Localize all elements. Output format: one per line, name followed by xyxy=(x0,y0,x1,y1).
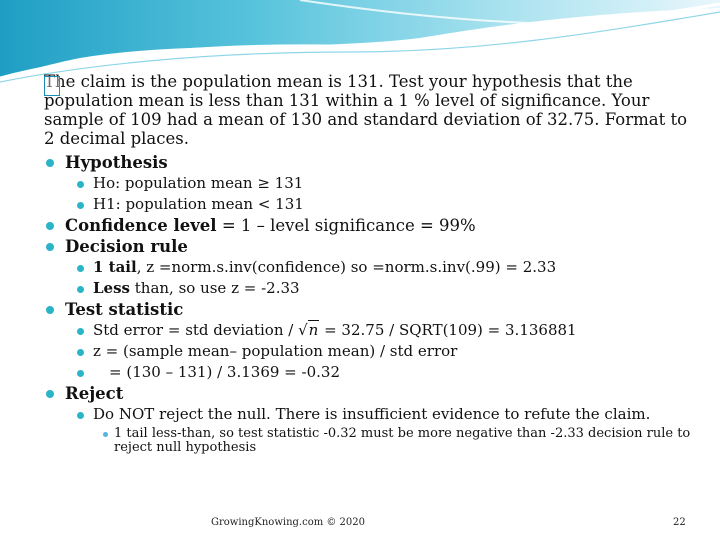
bullet-dot-icon xyxy=(46,243,54,251)
bullet-hypothesis xyxy=(44,152,694,173)
bullet-decision-rule xyxy=(44,236,694,257)
bullet-dot-icon xyxy=(77,202,84,209)
one-tail-label: 1 tail xyxy=(93,258,137,276)
bullet-dot-icon xyxy=(77,370,84,377)
bullet-dot-icon xyxy=(46,222,54,230)
reject-title: Reject xyxy=(65,384,124,403)
bullet-dot-icon xyxy=(77,181,84,188)
bullet-dot-icon xyxy=(103,432,108,437)
less-than-text: than, so use z = -2.33 xyxy=(129,279,300,297)
null-hypothesis-text: Ho: population mean ≥ 131 xyxy=(93,174,304,192)
bullet-dot-icon xyxy=(77,349,84,356)
sub-bullet-null-hypothesis xyxy=(44,173,694,194)
one-tail-text: , z =norm.s.inv(confidence) so =norm.s.inv(.99) = 2.33 xyxy=(136,258,557,276)
bullet-dot-icon xyxy=(77,265,84,272)
main-bullet-list xyxy=(44,152,694,455)
sub-bullet-z-value xyxy=(44,362,694,383)
bullet-dot-icon xyxy=(46,390,54,398)
bullet-dot-icon xyxy=(77,328,84,335)
sub-bullet-less-than xyxy=(44,278,694,299)
sqrt-radicand: n xyxy=(308,321,319,339)
confidence-text: = 1 – level significance = 99% xyxy=(216,216,476,235)
intro-paragraph xyxy=(44,72,694,148)
page-number: 22 xyxy=(673,517,686,528)
bullet-dot-icon xyxy=(77,412,84,419)
decision-title: Decision rule xyxy=(65,237,188,256)
alt-hypothesis-text: H1: population mean < 131 xyxy=(93,195,304,213)
bullet-confidence-level xyxy=(44,215,694,236)
footer-copyright: GrowingKnowing.com © 2020 xyxy=(211,517,366,528)
bullet-dot-icon xyxy=(46,159,54,167)
std-error-prefix: Std error = std deviation / xyxy=(93,321,299,339)
do-not-reject-text: Do NOT reject the null. There is insufficient evidence to refute the claim. xyxy=(93,405,651,423)
less-label: Less xyxy=(93,279,130,297)
bullet-dot-icon xyxy=(77,286,84,293)
hypothesis-title: Hypothesis xyxy=(65,153,168,172)
explanation-text: 1 tail less-than, so test statistic -0.32 must be more negative than -2.33 decision rule to reject null hypothesis xyxy=(114,426,691,455)
sub-bullet-alt-hypothesis xyxy=(44,194,694,215)
confidence-title: Confidence level xyxy=(65,216,217,235)
sub-sub-bullet-explanation xyxy=(44,427,694,455)
sub-bullet-z-formula xyxy=(44,341,694,362)
bullet-reject xyxy=(44,383,694,404)
test-statistic-title: Test statistic xyxy=(65,300,184,319)
z-value-text: = (130 – 131) / 3.1369 = -0.32 xyxy=(109,363,340,381)
bullet-test-statistic xyxy=(44,299,694,320)
bullet-dot-icon xyxy=(46,306,54,314)
slide-content xyxy=(44,72,694,455)
std-error-suffix: = 32.75 / SQRT(109) = 3.136881 xyxy=(319,321,577,339)
sub-bullet-std-error xyxy=(44,320,694,341)
sub-bullet-one-tail xyxy=(44,257,694,278)
sub-bullet-do-not-reject xyxy=(44,404,694,425)
missing-glyph-icon xyxy=(44,76,60,96)
intro-text: The claim is the population mean is 131. Test your hypothesis that the population mean is less than 131 within a 1 % level of significance. Your sample of 109 had a mean of 130 and standard deviation of 32.75. Format to 2 decimal places. xyxy=(44,72,688,148)
z-formula-text: z = (sample mean– population mean) / std error xyxy=(93,342,458,360)
sqrt-symbol: √n xyxy=(298,321,319,339)
